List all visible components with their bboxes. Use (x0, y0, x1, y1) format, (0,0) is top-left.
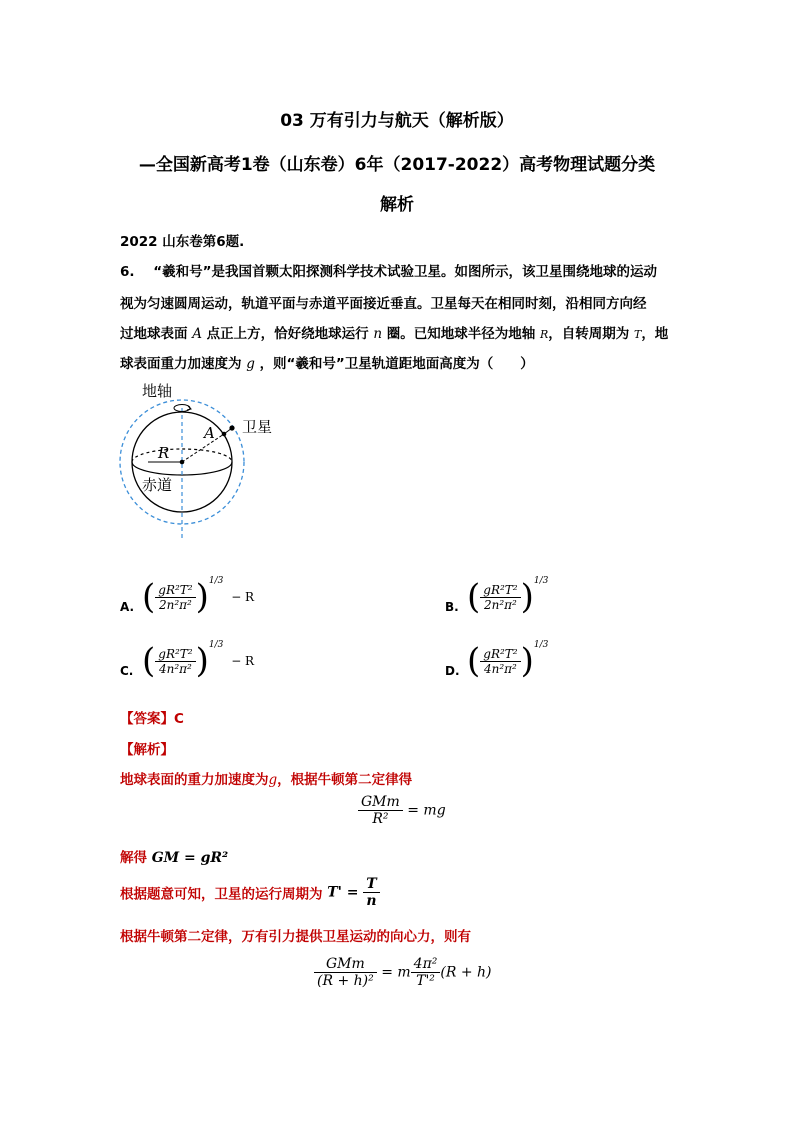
option-a-num: gR²T² (158, 582, 193, 597)
point-a-label: A (204, 424, 215, 442)
doc-title-line2: —全国新高考1卷（山东卷）6年（2017-2022）高考物理试题分类 (138, 155, 656, 175)
doc-title-line3: 解析 (380, 195, 414, 215)
q3-n: n (373, 326, 383, 342)
q3-T: T (633, 328, 642, 341)
option-d-num: gR²T² (483, 646, 518, 661)
q3-b: 点正上方，恰好绕地球运行 (206, 326, 369, 342)
radius-label: R (158, 444, 170, 462)
answer-value: C (174, 711, 184, 727)
eq2-num2: 4π² (413, 956, 438, 972)
option-c-num: gR²T² (158, 646, 193, 661)
answer-line (120, 707, 184, 727)
question-line-2: 视为匀速圆周运动，轨道平面与赤道平面接近垂直。卫星每天在相同时刻，沿相同方向经 (120, 296, 647, 312)
q3-c: 圈。已知地球半径为地轴 (386, 326, 536, 342)
question-line-1 (120, 260, 690, 280)
satellite-point (229, 425, 234, 430)
an3-lhs: T' = (327, 884, 359, 901)
earth-satellite-figure (118, 378, 288, 548)
option-d-den: 4n²π² (480, 661, 520, 676)
q3-e: ，地 (641, 326, 669, 342)
q3-R: R (539, 328, 549, 341)
an1-a: 地球表面的重力加速度为 (120, 772, 269, 788)
option-d-label: D. (445, 664, 460, 678)
an3-a: 根据题意可知，卫星的运行周期为 (120, 886, 323, 903)
eq1-num: GMm (361, 794, 400, 810)
an2-a: 解得 (120, 850, 147, 866)
rotation-arrowhead-icon (187, 406, 191, 410)
option-c-den: 4n²π² (155, 661, 195, 676)
question-text-1: “羲和号”是我国首颗太阳探测科学技术试验卫星。如图所示，该卫星围绕地球的运动 (153, 264, 657, 280)
earth-center-point (180, 460, 185, 465)
option-b-den: 2n²π² (480, 597, 520, 612)
option-d-formula: ( $\frac{\text{gR²T²}}{\text{4n²π²}}$ )$^{1/3}$ (467, 639, 549, 681)
option-a-tail: − R (231, 590, 255, 604)
option-a-exp: 1/3 (208, 575, 224, 586)
q3-A: A (192, 326, 202, 342)
answer-label: 【答案】 (120, 711, 174, 727)
eq2-mid: = m (381, 964, 411, 981)
question-number: 6. (120, 264, 135, 280)
option-b-num: gR²T² (483, 582, 518, 597)
question-source: 2022 山东卷第6题. (120, 234, 245, 250)
analysis-line-3 (120, 876, 380, 909)
question-line-3 (120, 322, 668, 342)
eq2-den: (R + h)² (314, 972, 377, 989)
an3-num: T (366, 876, 377, 892)
q3-d: ，自转周期为 (548, 326, 630, 342)
question-line-4 (120, 352, 534, 372)
equation-2 (314, 956, 492, 989)
eq1-den: R² (358, 810, 403, 827)
option-a-den: 2n²π² (155, 597, 195, 612)
option-b-exp: 1/3 (533, 575, 549, 586)
satellite-label: 卫星 (242, 418, 273, 436)
option-c-exp: 1/3 (208, 639, 224, 650)
equator-label: 赤道 (142, 476, 173, 494)
eq2-den2: T'² (411, 972, 441, 989)
eq2-num: GMm (325, 956, 365, 972)
analysis-line-4: 根据牛顿第二定律，万有引力提供卫星运动的向心力，则有 (120, 929, 471, 945)
doc-title-line1: 03 万有引力与航天（解析版） (280, 111, 514, 131)
option-c-formula: ( $\frac{\text{gR²T²}}{\text{4n²π²}}$ )$^{1/3}$ − R (142, 639, 255, 681)
option-b-label: B. (445, 600, 459, 614)
an1-g: g (268, 772, 278, 788)
option-d-exp: 1/3 (533, 639, 549, 650)
eq1-rhs: = mg (407, 802, 446, 819)
option-b-formula: ( $\frac{\text{gR²T²}}{\text{2n²π²}}$ )$^{1/3}$ (467, 575, 549, 617)
q4-a: 球表面重力加速度为 (120, 356, 242, 372)
q4-g: g (246, 356, 255, 372)
equation-1 (358, 794, 446, 827)
point-a (222, 432, 227, 437)
q3-a: 过地球表面 (120, 326, 188, 342)
an2-eq: GM = gR² (151, 850, 229, 866)
option-c-label: C. (120, 664, 134, 678)
option-a-label: A. (120, 600, 135, 614)
eq2-tail: (R + h) (440, 964, 492, 981)
earth-diagram (118, 378, 288, 548)
analysis-line-2 (120, 846, 228, 866)
option-c-tail: − R (231, 654, 255, 668)
option-a-formula: ( $\frac{\text{gR²T²}}{\text{2n²π²}}$ )$^{1/3}$ − R (142, 575, 255, 617)
analysis-label: 【解析】 (120, 742, 174, 758)
q4-b: ，则“羲和号”卫星轨道距地面高度为（ ） (259, 356, 534, 372)
radius-line (182, 434, 224, 462)
an1-b: ，根据牛顿第二定律得 (277, 772, 413, 788)
axis-label: 地轴 (142, 382, 173, 400)
an3-den: n (363, 892, 379, 909)
analysis-line-1 (120, 768, 412, 788)
